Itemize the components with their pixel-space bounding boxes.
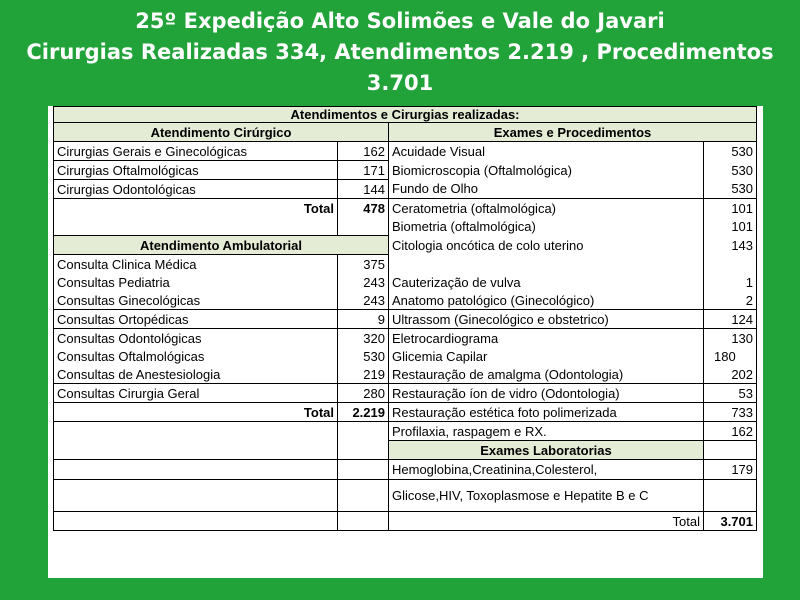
cirurgico-total-value: 478 (338, 199, 389, 218)
exame-value: 101 (704, 199, 757, 218)
exame-label: Profilaxia, raspagem e RX. (389, 422, 704, 441)
table-row (54, 365, 757, 384)
section-header-cirurgico: Atendimento Cirúrgico (54, 123, 389, 142)
exame-value: 202 (704, 365, 757, 384)
cirurgico-label: Cirurgias Odontológicas (54, 180, 338, 199)
table-row (54, 255, 757, 274)
ambulatorial-label: Consultas Oftalmológicas (54, 347, 338, 365)
exame-value: 53 (704, 384, 757, 403)
cirurgico-label: Cirurgias Oftalmológicas (54, 161, 338, 180)
table-row (54, 480, 757, 512)
table-row (54, 199, 757, 218)
lab-value (704, 480, 757, 512)
slide-title (0, 6, 800, 99)
table-row (54, 291, 757, 310)
exame-value: 162 (704, 422, 757, 441)
section-header-exames: Exames e Procedimentos (389, 123, 757, 142)
exame-label: Ultrassom (Ginecológico e obstetrico) (389, 310, 704, 329)
table-row (54, 180, 757, 199)
exame-value: 180 (704, 347, 757, 365)
exame-value: 530 (704, 180, 757, 199)
lab-label: Hemoglobina,Creatinina,Colesterol, (389, 460, 704, 480)
ambulatorial-label: Consulta Clinica Médica (54, 255, 338, 274)
exame-value: 1 (704, 273, 757, 291)
exame-label: Acuidade Visual (389, 142, 704, 161)
table-row (54, 310, 757, 329)
exame-value: 124 (704, 310, 757, 329)
ambulatorial-total-label: Total (54, 403, 338, 422)
table-row (54, 347, 757, 365)
ambulatorial-value: 280 (338, 384, 389, 403)
ambulatorial-label: Consultas Ortopédicas (54, 310, 338, 329)
exames-total-value: 3.701 (704, 512, 757, 531)
table-row (54, 273, 757, 291)
exame-value: 530 (704, 142, 757, 161)
table-row (54, 107, 757, 123)
table-row (54, 161, 757, 180)
lab-label: Glicose,HIV, Toxoplasmose e Hepatite B e C (389, 480, 704, 512)
exame-value: 143 (704, 236, 757, 255)
exame-value: 101 (704, 217, 757, 236)
ambulatorial-label: Consultas Ginecológicas (54, 291, 338, 310)
ambulatorial-value: 243 (338, 273, 389, 291)
table-row (54, 236, 757, 255)
ambulatorial-total-value: 2.219 (338, 403, 389, 422)
exame-label: Cauterização de vulva (389, 273, 704, 291)
exame-label: Restauração íon de vidro (Odontologia) (389, 384, 704, 403)
table-row (54, 142, 757, 161)
exame-label: Restauração de amalgma (Odontologia) (389, 365, 704, 384)
exame-label: Citologia oncótica de colo uterino (389, 236, 704, 255)
ambulatorial-label: Consultas Pediatria (54, 273, 338, 291)
table-sheet (48, 106, 763, 578)
exame-value: 530 (704, 161, 757, 180)
table-row (54, 217, 757, 236)
table-row (54, 512, 757, 531)
ambulatorial-value: 375 (338, 255, 389, 274)
section-header-laboratorio: Exames Laboratorias (389, 441, 704, 460)
exame-label: Ceratometria (oftalmológica) (389, 199, 704, 218)
exame-value: 2 (704, 291, 757, 310)
exame-label: Fundo de Olho (389, 180, 704, 199)
exames-total-label: Total (389, 512, 704, 531)
table-row (54, 460, 757, 480)
exame-value: 130 (704, 329, 757, 348)
ambulatorial-label: Consultas de Anestesiologia (54, 365, 338, 384)
table-row (54, 441, 757, 460)
procedures-table (53, 106, 757, 531)
title-line-3: 3.701 (366, 71, 434, 95)
main-title: Atendimentos e Cirurgias realizadas: (54, 107, 757, 123)
cirurgico-value: 144 (338, 180, 389, 199)
ambulatorial-value: 219 (338, 365, 389, 384)
cirurgico-value: 171 (338, 161, 389, 180)
exame-label: Glicemia Capilar (389, 347, 704, 365)
cirurgico-label: Cirurgias Gerais e Ginecológicas (54, 142, 338, 161)
title-line-1: 25º Expedição Alto Solimões e Vale do Javari (135, 9, 665, 33)
ambulatorial-label: Consultas Cirurgia Geral (54, 384, 338, 403)
exame-label: Biometria (oftalmológica) (389, 217, 704, 236)
table-row (54, 384, 757, 403)
cirurgico-total-label: Total (54, 199, 338, 218)
table-row (54, 422, 757, 441)
lab-value: 179 (704, 460, 757, 480)
ambulatorial-value: 320 (338, 329, 389, 348)
section-header-ambulatorial: Atendimento Ambulatorial (54, 236, 389, 255)
ambulatorial-value: 243 (338, 291, 389, 310)
exame-label: Eletrocardiograma (389, 329, 704, 348)
cirurgico-value: 162 (338, 142, 389, 161)
ambulatorial-value: 530 (338, 347, 389, 365)
ambulatorial-value: 9 (338, 310, 389, 329)
table-row (54, 329, 757, 348)
ambulatorial-label: Consultas Odontológicas (54, 329, 338, 348)
title-line-2: Cirurgias Realizadas 334, Atendimentos 2.219 , Procedimentos (26, 40, 774, 64)
exame-label: Biomicroscopia (Oftalmológica) (389, 161, 704, 180)
table-row (54, 123, 757, 142)
exame-label: Restauração estética foto polimerizada (389, 403, 704, 422)
exame-value: 733 (704, 403, 757, 422)
exame-label: Anatomo patológico (Ginecológico) (389, 291, 704, 310)
table-row (54, 403, 757, 422)
